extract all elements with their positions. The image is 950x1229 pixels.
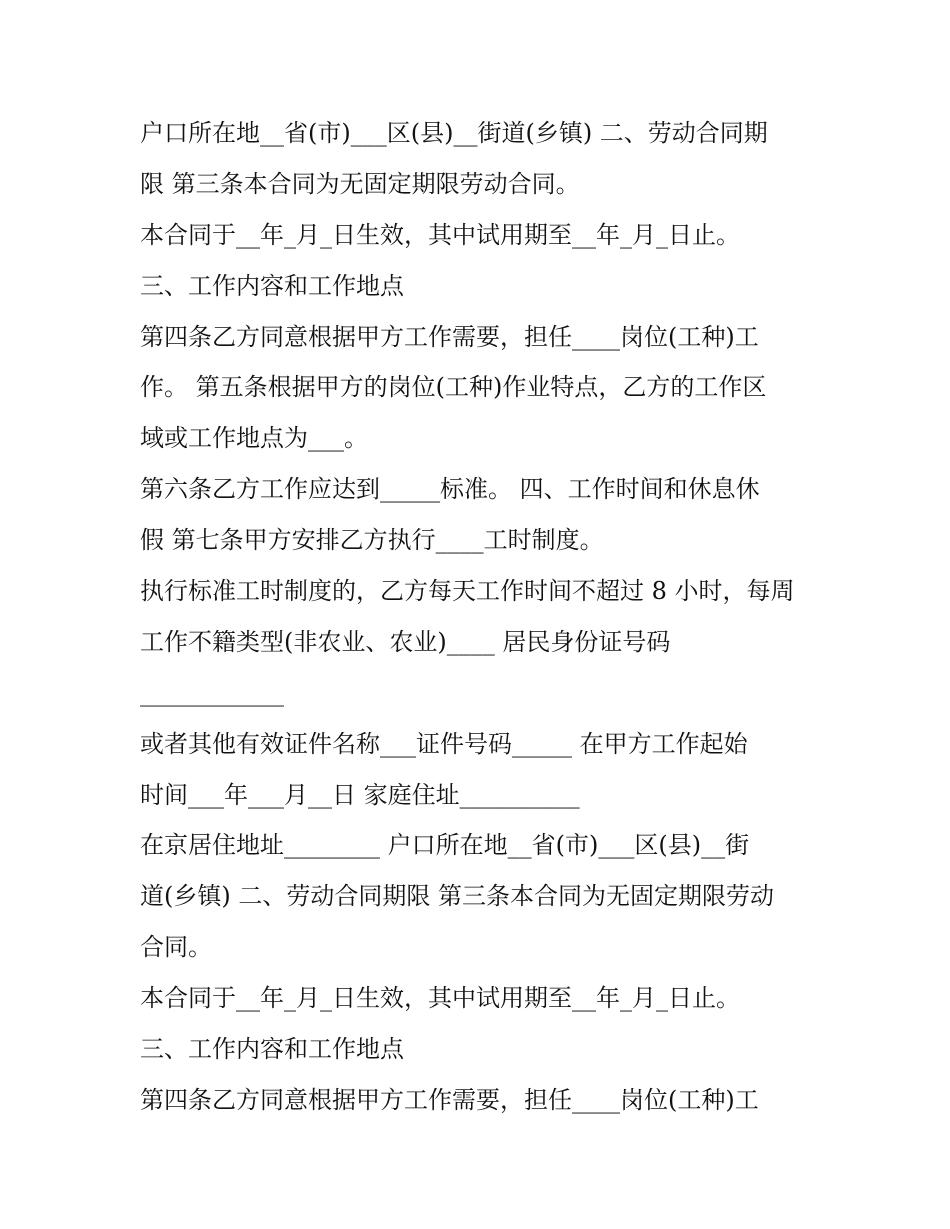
- text-line: 第四条乙方同意根据甲方工作需要，担任____岗位(工种)工: [140, 1085, 759, 1114]
- text-line: 第四条乙方同意根据甲方工作需要，担任____岗位(工种)工: [140, 322, 759, 351]
- blank-fill-line: ____________: [140, 678, 284, 707]
- text-line: 作。 第五条根据甲方的岗位(工种)作业特点，乙方的工作区: [140, 373, 767, 402]
- contract-body-text: [140, 108, 820, 1126]
- text-line: 限 第三条本合同为无固定期限劳动合同。: [140, 169, 580, 198]
- text-line: 本合同于__年_月_日生效，其中试用期至__年_月_日止。: [140, 984, 740, 1013]
- text-line: 在京居住地址________ 户口所在地__省(市)___区(县)__街: [140, 831, 750, 860]
- section-heading: 三、工作内容和工作地点: [140, 1035, 404, 1064]
- text-line: 第六条乙方工作应达到_____标准。 四、工作时间和休息休: [140, 475, 760, 504]
- section-heading: 三、工作内容和工作地点: [140, 271, 404, 300]
- text-line: 域或工作地点为___。: [140, 424, 368, 453]
- text-line: 道(乡镇) 二、劳动合同期限 第三条本合同为无固定期限劳动: [140, 882, 774, 911]
- text-line: 本合同于__年_月_日生效，其中试用期至__年_月_日止。: [140, 220, 740, 249]
- text-line: 假 第七条甲方安排乙方执行____工时制度。: [140, 526, 604, 555]
- text-line: 执行标准工时制度的，乙方每天工作时间不超过 8 小时，每周: [140, 577, 795, 606]
- text-line: 工作不籍类型(非农业、农业)____ 居民身份证号码: [140, 627, 671, 656]
- text-line: 或者其他有效证件名称___证件号码_____ 在甲方工作起始: [140, 729, 748, 758]
- text-line: 户口所在地__省(市)___区(县)__街道(乡镇) 二、劳动合同期: [140, 119, 768, 147]
- text-line: 合同。: [140, 933, 212, 962]
- text-line: 时间___年___月__日 家庭住址__________: [140, 780, 580, 809]
